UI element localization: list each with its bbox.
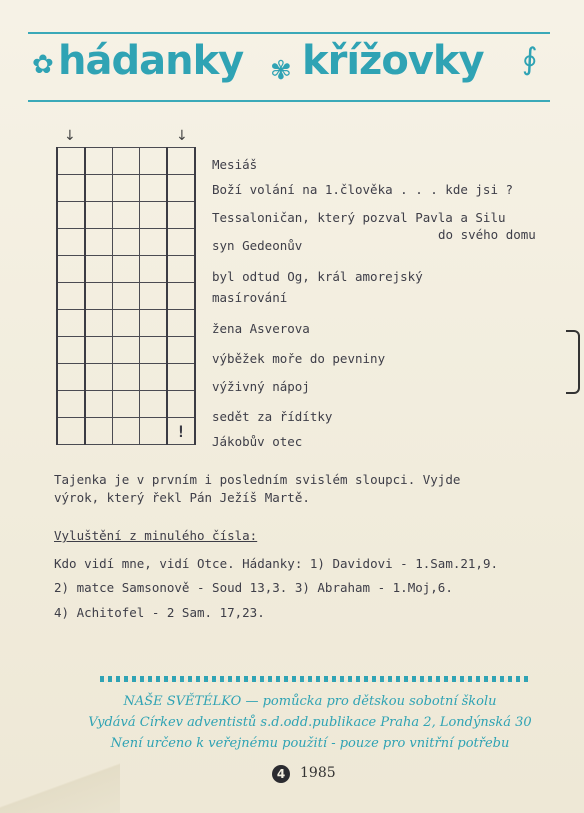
grid-cell (113, 337, 140, 364)
arrow-down-left-icon: ↓ (64, 128, 76, 144)
grid-row (57, 283, 195, 310)
grid-cell (140, 148, 168, 175)
grid-row (57, 175, 195, 202)
clue-8: výběžek moře do pevniny (212, 351, 386, 366)
grid-cell (140, 364, 168, 391)
grid-cell (85, 229, 113, 256)
clue-1: Mesiáš (212, 157, 258, 172)
solution-line-1: Kdo vidí mne, vidí Otce. Hádanky: 1) Davidovi - 1.Sam.21,9. (54, 556, 499, 571)
grid-cell (57, 256, 85, 283)
grid-cell (57, 364, 85, 391)
flower-ornament-left-icon: ✿ (32, 50, 54, 80)
arrow-down-right-icon: ↓ (176, 128, 188, 144)
solution-heading: Vyluštění z minulého čísla: (54, 528, 258, 543)
issue-number-badge: 4 (272, 765, 290, 783)
grid-cell (140, 391, 168, 418)
swirl-ornament-icon: ∮ (522, 42, 538, 77)
grid-row (57, 256, 195, 283)
grid-cell (57, 310, 85, 337)
header-bottom-rule (28, 100, 550, 102)
grid-cell (57, 202, 85, 229)
grid-cell (57, 337, 85, 364)
grid-row (57, 310, 195, 337)
clue-11: Jákobův otec (212, 434, 303, 449)
grid-cell (85, 148, 113, 175)
tajenka-line-2: výrok, který řekl Pán Ježíš Martě. (54, 490, 310, 505)
clue-3 (212, 210, 562, 242)
grid-row (57, 364, 195, 391)
clue-3-line1: Tessaloničan, který pozval Pavla a Silu (212, 210, 506, 225)
footer-line-3: Není určeno k veřejnému použití - pouze pro vnitřní potřebu (110, 736, 510, 751)
grid-cell: ! (167, 418, 195, 445)
page-fold (0, 760, 120, 813)
grid-cell (167, 148, 195, 175)
grid-cell (140, 337, 168, 364)
grid-cell (113, 391, 140, 418)
grid-cell (140, 175, 168, 202)
grid-cell (113, 229, 140, 256)
flower-ornament-center-icon: ✾ (270, 56, 292, 86)
title-hadanky: hádanky (58, 38, 244, 84)
grid-row (57, 337, 195, 364)
issue-year: 1985 (300, 765, 336, 781)
solution-line-3: 4) Achitofel - 2 Sam. 17,23. (54, 605, 265, 620)
grid-cell (57, 175, 85, 202)
grid-cell (85, 364, 113, 391)
grid-row (57, 391, 195, 418)
grid-cell (85, 202, 113, 229)
binding-clip (566, 330, 580, 394)
grid-cell (113, 310, 140, 337)
clue-6: masírování (212, 290, 288, 305)
grid-cell (57, 283, 85, 310)
grid-cell (140, 202, 168, 229)
grid-cell (113, 283, 140, 310)
grid-cell (167, 229, 195, 256)
grid-cell (167, 364, 195, 391)
grid-cell (85, 310, 113, 337)
grid-cell (167, 310, 195, 337)
grid-cell (140, 418, 168, 445)
clue-9: výživný nápoj (212, 379, 310, 394)
clue-2: Boží volání na 1.člověka . . . kde jsi ? (212, 182, 514, 197)
grid-cell (85, 283, 113, 310)
grid-cell (85, 256, 113, 283)
grid-cell (85, 337, 113, 364)
grid-cell (167, 283, 195, 310)
grid-cell (140, 256, 168, 283)
dotted-divider (100, 676, 532, 682)
grid-row (57, 202, 195, 229)
solution-line-2: 2) matce Samsonově - Soud 13,3. 3) Abraham - 1.Moj,6. (54, 580, 453, 595)
grid-cell (140, 229, 168, 256)
clue-10: sedět za řídítky (212, 409, 333, 424)
grid-cell (113, 418, 140, 445)
clue-4: syn Gedeonův (212, 238, 303, 253)
grid-cell (140, 283, 168, 310)
grid-cell (57, 148, 85, 175)
clue-3-line2: do svého domu (438, 227, 536, 242)
grid-cell (167, 175, 195, 202)
grid-cell (85, 175, 113, 202)
grid-cell (167, 391, 195, 418)
grid-cell (85, 391, 113, 418)
crossword-grid (56, 147, 196, 445)
grid-cell (113, 364, 140, 391)
footer-line-1: NAŠE SVĚTÉLKO — pomůcka pro dětskou sobotní školu (123, 694, 497, 709)
tajenka-line-1: Tajenka je v prvním i posledním svislém sloupci. Vyjde (54, 472, 461, 487)
grid-cell (57, 229, 85, 256)
grid-row (57, 229, 195, 256)
grid-cell (113, 256, 140, 283)
grid-cell (167, 337, 195, 364)
grid-cell (167, 256, 195, 283)
header-banner (30, 30, 550, 102)
grid-cell (113, 202, 140, 229)
grid-cell (113, 175, 140, 202)
grid-cell (140, 310, 168, 337)
grid-cell (85, 418, 113, 445)
grid-row (57, 418, 195, 445)
footer-line-2: Vydává Církev adventistů s.d.odd.publikace Praha 2, Londýnská 30 (88, 715, 532, 730)
grid-cell (57, 418, 85, 445)
grid-row (57, 148, 195, 175)
clue-5: byl odtud Og, král amorejský (212, 269, 423, 284)
clue-7: žena Asverova (212, 321, 310, 336)
title-krizovky: křížovky (302, 38, 484, 84)
grid-cell (57, 391, 85, 418)
grid-cell (167, 202, 195, 229)
grid-cell (113, 148, 140, 175)
